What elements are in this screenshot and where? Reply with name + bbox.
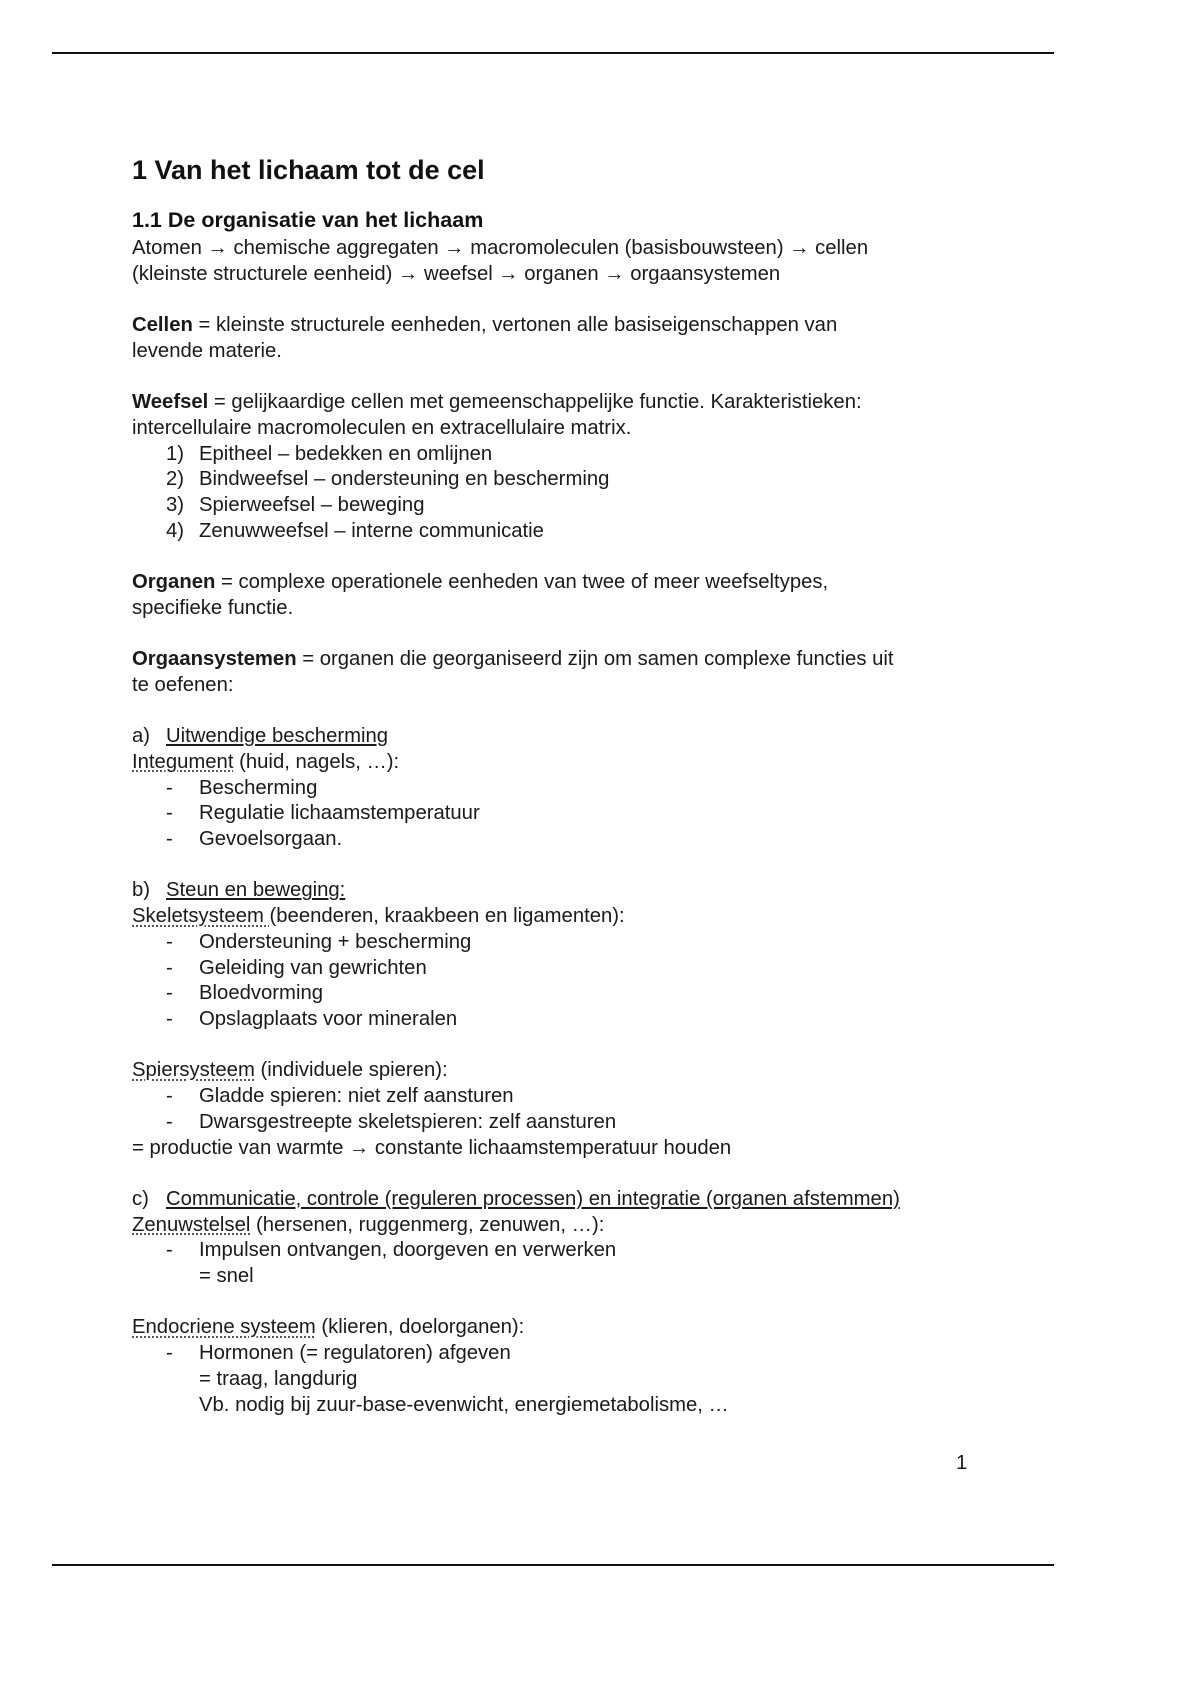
bullet-dash: - — [166, 956, 173, 979]
system-name: Integument — [132, 750, 234, 773]
system-name: Skeletsysteem — [132, 905, 270, 928]
bullet-dash: - — [166, 1110, 173, 1133]
footer-rule — [52, 1564, 1054, 1566]
list-item-text: Gladde spieren: niet zelf aansturen — [199, 1085, 514, 1108]
bullet-dash: - — [166, 828, 173, 851]
continuation-line: Vb. nodig bij zuur-base-evenwicht, energiemetabolisme, … — [199, 1393, 729, 1416]
definition-text: intercellulaire macromoleculen en extracellulaire matrix. — [132, 416, 632, 439]
document-body — [132, 150, 982, 1418]
function-list — [132, 930, 982, 1033]
list-number: 4) — [166, 519, 185, 542]
list-item-text: Spierweefsel – beweging — [199, 494, 425, 516]
function-list — [132, 1084, 982, 1135]
system-line — [132, 1213, 982, 1239]
bullet-dash: - — [166, 982, 173, 1005]
chapter-title: 1 Van het lichaam tot de cel — [132, 155, 485, 185]
category-title: Uitwendige bescherming — [166, 725, 389, 748]
list-item-text: Opslagplaats voor mineralen — [199, 1008, 458, 1030]
category-title: Communicatie, controle (reguleren processen) en integratie (organen afstemmen) — [166, 1187, 900, 1210]
term: Organen — [132, 571, 216, 594]
list-item — [132, 1341, 982, 1367]
hierarchy-line: (kleinste structurele eenheid) → weefsel → organen → orgaansystemen — [132, 262, 781, 285]
system-description: (klieren, doelorganen): — [315, 1316, 525, 1339]
bullet-dash: - — [166, 776, 173, 799]
list-item — [132, 493, 982, 519]
term: Cellen — [132, 314, 193, 337]
list-item-text: Bloedvorming — [199, 982, 324, 1005]
system-description: (beenderen, kraakbeen en ligamenten): — [269, 905, 625, 928]
list-item-text: Regulatie lichaamstemperatuur — [199, 802, 480, 825]
system-name: Endocriene systeem — [132, 1316, 316, 1339]
category-label: a) — [132, 725, 151, 748]
system-line — [132, 904, 982, 930]
tissue-list — [132, 442, 982, 545]
bullet-dash: - — [166, 1008, 173, 1030]
list-item — [132, 1110, 982, 1136]
function-list — [132, 1341, 982, 1367]
definition-text: specifieke functie. — [132, 596, 294, 619]
list-item — [132, 956, 982, 982]
definition-text: te oefenen: — [132, 673, 234, 696]
definition-text: = gelijkaardige cellen met gemeenschappelijke functie. Karakteristieken: — [208, 391, 862, 414]
bullet-dash: - — [166, 802, 173, 825]
list-item-text: Gevoelsorgaan. — [199, 828, 343, 851]
system-description: (hersenen, ruggenmerg, zenuwen, …): — [250, 1213, 605, 1236]
list-number: 1) — [166, 442, 185, 465]
bullet-dash: - — [166, 1239, 173, 1262]
system-line — [132, 750, 982, 776]
list-item — [132, 1007, 982, 1033]
definition-weefsel — [132, 390, 982, 416]
list-item-text: Bescherming — [199, 776, 318, 799]
list-number: 3) — [166, 494, 185, 516]
definition-cellen — [132, 313, 982, 339]
list-item-text: Bindweefsel – ondersteuning en bescherming — [199, 468, 610, 491]
list-item — [132, 930, 982, 956]
system-description: (huid, nagels, …): — [233, 750, 400, 773]
system-name: Zenuwstelsel — [132, 1213, 251, 1236]
definition-text: = kleinste structurele eenheden, vertonen alle basiseigenschappen van — [192, 314, 838, 337]
system-line — [132, 1058, 982, 1084]
definition-text: = organen die georganiseerd zijn om samen complexe functies uit — [296, 648, 894, 671]
bullet-dash: - — [166, 1085, 173, 1108]
list-item — [132, 801, 982, 827]
definition-organen — [132, 570, 982, 596]
note-line: = productie van warmte → constante lichaamstemperatuur houden — [132, 1136, 732, 1159]
bullet-dash: - — [166, 1342, 173, 1365]
system-line — [132, 1315, 982, 1341]
list-item-text: Dwarsgestreepte skeletspieren: zelf aansturen — [199, 1110, 617, 1133]
header-rule — [52, 52, 1054, 54]
system-name: Spiersysteem — [132, 1059, 255, 1082]
term: Weefsel — [132, 391, 209, 414]
list-item-text: Epitheel – bedekken en omlijnen — [199, 442, 493, 465]
list-item — [132, 1238, 982, 1264]
page-number: 1 — [956, 1452, 968, 1474]
list-item — [132, 519, 982, 545]
section-title: 1.1 De organisatie van het lichaam — [132, 208, 484, 232]
list-item — [132, 776, 982, 802]
category-title: Steun en beweging: — [166, 879, 346, 902]
list-number: 2) — [166, 468, 185, 491]
definition-text: = complexe operationele eenheden van twee of meer weefseltypes, — [215, 571, 829, 594]
list-item — [132, 1084, 982, 1110]
list-item-text: Geleiding van gewrichten — [199, 956, 427, 979]
list-item — [132, 981, 982, 1007]
hierarchy-line: Atomen → chemische aggregaten → macromoleculen (basisbouwsteen) → cellen — [132, 237, 869, 259]
category-label: c) — [132, 1187, 149, 1210]
list-item-text: Hormonen (= regulatoren) afgeven — [199, 1342, 511, 1365]
definition-text: levende materie. — [132, 339, 282, 362]
category-heading — [132, 878, 982, 904]
system-description: (individuele spieren): — [254, 1059, 448, 1082]
list-item — [132, 442, 982, 468]
category-heading — [132, 1187, 982, 1213]
list-item — [132, 827, 982, 853]
category-heading — [132, 724, 982, 750]
definition-orgaansystemen — [132, 647, 982, 673]
list-item-text: Zenuwweefsel – interne communicatie — [199, 519, 544, 542]
list-item-text: Ondersteuning + bescherming — [199, 930, 472, 953]
bullet-dash: - — [166, 930, 173, 953]
function-list — [132, 776, 982, 853]
list-item-text: Impulsen ontvangen, doorgeven en verwerken — [199, 1239, 617, 1262]
function-list — [132, 1238, 982, 1264]
list-item — [132, 467, 982, 493]
continuation-line: = snel — [199, 1265, 254, 1287]
category-label: b) — [132, 879, 151, 902]
continuation-line: = traag, langdurig — [199, 1367, 358, 1390]
term: Orgaansystemen — [132, 648, 297, 671]
